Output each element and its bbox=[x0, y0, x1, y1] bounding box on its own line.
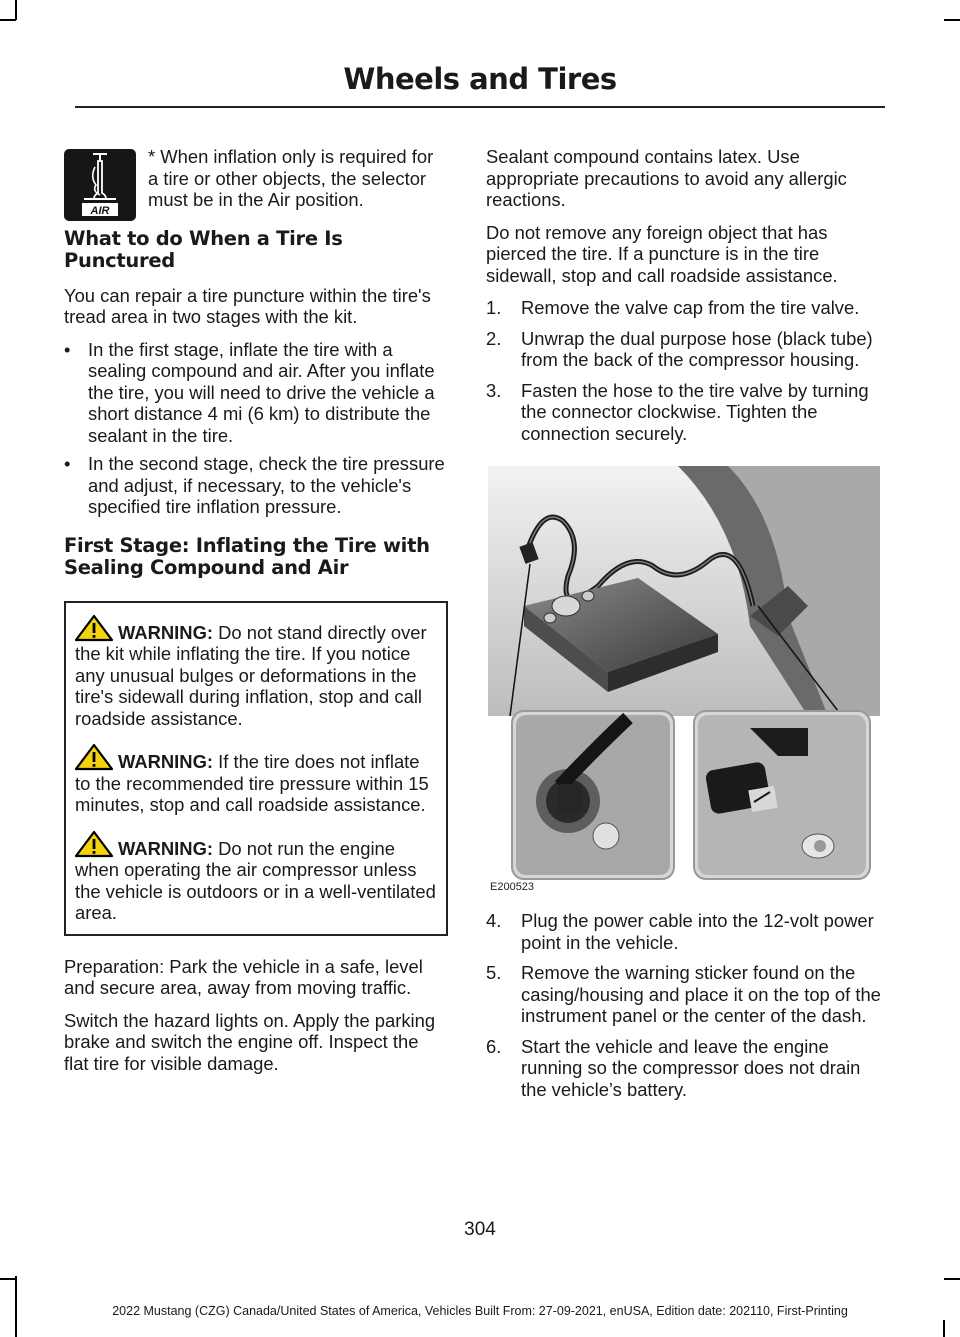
list-item: • In the second stage, check the tire pressure and adjust, if necessary, to the vehicle's specified tire inflation pressure. bbox=[64, 453, 445, 517]
paragraph: Do not remove any foreign object that has pierced the tire. If a puncture is in the tire sidewall, stop and call roadside assistance. bbox=[486, 221, 838, 286]
warning-label: WARNING: bbox=[118, 837, 214, 859]
step-item bbox=[486, 328, 882, 371]
warning-triangle-icon bbox=[74, 614, 118, 642]
right-column bbox=[486, 146, 882, 1109]
tire-air-icon bbox=[64, 149, 136, 221]
page-title: Wheels and Tires bbox=[343, 62, 617, 96]
bullet-symbol: • bbox=[64, 338, 71, 360]
warning-box bbox=[64, 601, 448, 936]
warning-text: Do not stand directly over the kit while inflating the tire. If you notice any unusual bulges or deformations in the tire's sidewall during inflation, stop and call roadside assistance. bbox=[75, 621, 427, 729]
warning-item bbox=[75, 830, 437, 924]
figure-code: E200523 bbox=[490, 880, 535, 893]
section-heading: What to do When a Tire Is Punctured bbox=[64, 226, 343, 272]
warning-text: Do not run the engine when operating the air compressor unless the vehicle is outdoors or in a well-ventilated area. bbox=[75, 837, 436, 923]
warning-item bbox=[75, 743, 437, 816]
warning-triangle-icon bbox=[74, 830, 118, 858]
step-number: 3. bbox=[486, 379, 502, 401]
warning-triangle-icon bbox=[74, 743, 118, 771]
footer-text: 2022 Mustang (CZG) Canada/United States of America, Vehicles Built From: 27-09-2021, enUSA, Edition date: 202110, First-Printing bbox=[112, 1304, 848, 1318]
step-text: Remove the warning sticker found on the casing/housing and place it on the top of the instrument panel or the center of the dash. bbox=[521, 962, 881, 1026]
step-item bbox=[486, 1036, 882, 1101]
crop-mark bbox=[943, 1320, 945, 1337]
step-text: Plug the power cable into the 12-volt power point in the vehicle. bbox=[521, 910, 874, 953]
left-column bbox=[64, 146, 448, 1085]
bullet-list bbox=[64, 339, 448, 518]
warning-item bbox=[75, 614, 437, 730]
crop-mark bbox=[0, 1278, 16, 1280]
step-text: Remove the valve cap from the tire valve. bbox=[521, 297, 860, 318]
header-rule bbox=[75, 106, 885, 108]
crop-mark bbox=[0, 19, 16, 21]
crop-mark bbox=[15, 0, 17, 20]
warning-label: WARNING: bbox=[118, 621, 214, 643]
compressor-illustration bbox=[488, 466, 880, 896]
warning-label: WARNING: bbox=[118, 751, 214, 772]
intro-text: * When inflation only is required for a tire or other objects, the selector must be in the Air position. bbox=[148, 146, 434, 210]
crop-mark bbox=[944, 1278, 960, 1280]
steps-list bbox=[486, 910, 882, 1100]
step-number: 4. bbox=[486, 910, 502, 931]
paragraph: You can repair a tire puncture within the tire's tread area in two stages with the kit. bbox=[64, 284, 431, 327]
crop-mark bbox=[944, 19, 960, 21]
section-heading: First Stage: Inflating the Tire with Sealing Compound and Air bbox=[64, 533, 430, 579]
step-item bbox=[486, 297, 882, 319]
step-number: 5. bbox=[486, 962, 502, 983]
list-item: • In the first stage, inflate the tire with a sealing compound and air. After you inflate the tire, you will need to drive the vehicle a short distance 4 mi (6 km) to distribute the sealant in the tire. bbox=[64, 338, 435, 446]
step-text: Unwrap the dual purpose hose (black tube) from the back of the compressor housing. bbox=[521, 327, 873, 370]
step-text: Fasten the hose to the tire valve by turning the connector clockwise. Tighten the connection securely. bbox=[521, 379, 869, 444]
step-item bbox=[486, 962, 882, 1027]
step-text: Start the vehicle and leave the engine running so the compressor does not drain the vehicle’s battery. bbox=[521, 1035, 861, 1100]
air-label: AIR bbox=[90, 205, 110, 217]
step-number: 1. bbox=[486, 297, 502, 318]
step-number: 6. bbox=[486, 1035, 502, 1057]
bullet-symbol: • bbox=[64, 453, 71, 474]
step-item bbox=[486, 910, 882, 953]
paragraph: Preparation: Park the vehicle in a safe, level and secure area, away from moving traffic. bbox=[64, 955, 423, 998]
step-item bbox=[486, 380, 882, 445]
paragraph: Switch the hazard lights on. Apply the parking brake and switch the engine off. Inspect the flat tire for visible damage. bbox=[64, 1009, 436, 1074]
warning-text: If the tire does not inflate to the recommended tire pressure within 15 minutes, stop and call roadside assistance. bbox=[75, 751, 429, 815]
step-number: 2. bbox=[486, 327, 502, 349]
page-number: 304 bbox=[464, 1219, 496, 1240]
paragraph: Sealant compound contains latex. Use appropriate precautions to avoid any allergic reactions. bbox=[486, 146, 847, 210]
compressor-hose-image bbox=[488, 466, 880, 886]
steps-list bbox=[486, 297, 882, 444]
